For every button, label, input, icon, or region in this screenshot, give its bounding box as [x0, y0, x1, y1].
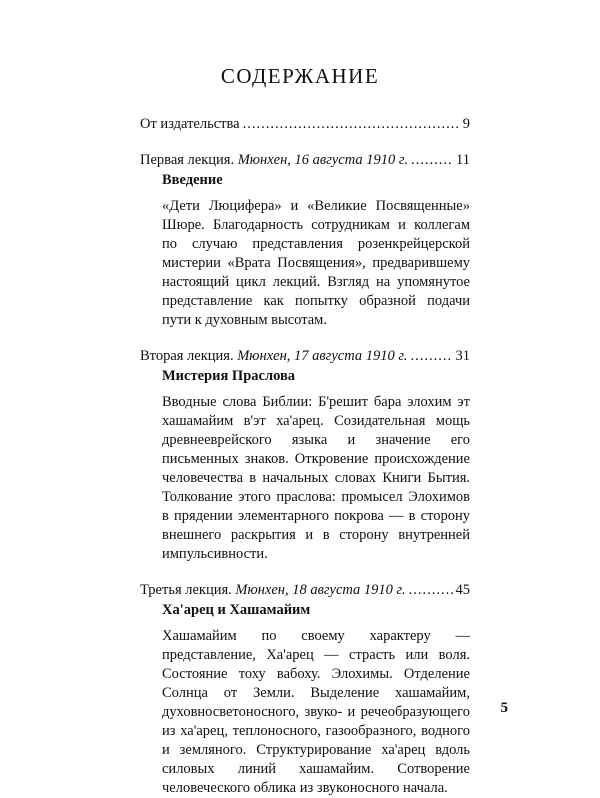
- toc-entry-lecture-1: [140, 150, 470, 330]
- lecture-heading: Ха'арец и Хашамайим: [162, 602, 311, 618]
- page-title: СОДЕРЖАНИЕ: [220, 64, 380, 88]
- toc-page-number: 45: [455, 582, 470, 598]
- toc-entry-label: [140, 580, 406, 600]
- lecture-label: Вторая лекция.: [140, 348, 234, 364]
- toc-entry-lecture-2: [140, 346, 470, 564]
- toc-line[interactable]: [140, 346, 470, 366]
- lecture-place-date: Мюнхен, 18 августа 1910 г.: [235, 582, 406, 598]
- page-number: 5: [500, 700, 508, 716]
- lecture-label: Первая лекция.: [140, 152, 235, 168]
- lecture-details: [162, 366, 470, 564]
- lecture-details: [162, 170, 470, 330]
- toc-line[interactable]: [140, 150, 470, 170]
- toc-entry-label: От издательства: [140, 116, 240, 132]
- lecture-description: Хашамайим по своему характеру — представление, Ха'арец — страсть или воля. Состояние тоху вабоху. Элохимы. Отделение Солнца от Земли. Выделение хашамайим, духовносветоносного, звуко- и речеобразующего из ха'арец, теплоносного, газообразного, водного и земляного. Структурирование ха'арец вдоль силовых линий хашамайим. Сотворение человеческого облика из звуконосного начала.: [162, 628, 470, 796]
- lecture-heading: Введение: [162, 172, 223, 188]
- lecture-description: «Дети Люцифера» и «Великие Посвященные» Шюре. Благодарность сотрудникам и коллегам по случаю представления розенкрейцерской мистерии «Врата Посвящения», предварившему настоящий цикл лекций. Взгляд на упомянутое представление как попытку образной подачи пути к духовным высотам.: [162, 198, 470, 328]
- toc-page-number: 11: [456, 152, 470, 168]
- toc-line[interactable]: [140, 580, 470, 600]
- lecture-place-date: Мюнхен, 17 августа 1910 г.: [237, 348, 408, 364]
- table-of-contents: [140, 114, 470, 798]
- toc-page-number: 31: [455, 348, 470, 364]
- lecture-details: [162, 600, 470, 798]
- toc-page-number: 9: [462, 116, 470, 132]
- toc-line[interactable]: [140, 114, 470, 134]
- dot-leader: [411, 150, 453, 170]
- lecture-label: Третья лекция.: [140, 582, 232, 598]
- lecture-description: Вводные слова Библии: Б'решит бара элохим эт хашамайим в'эт ха'арец. Созидательная мощь древнееврейского языка и значение его письменных знаков. Откровение происхождение человечества в начальных словах Книги Бытия. Толкование этого праслова: промысел Элохимов в прядении элементарного покрова — в сторону внешнего раскрытия и в сторону внутренней импульсивности.: [162, 394, 470, 562]
- dot-leader: [410, 346, 452, 366]
- toc-entry-lecture-3: [140, 580, 470, 798]
- toc-entry-label: [140, 346, 407, 366]
- lecture-heading: Мистерия Праслова: [162, 368, 296, 384]
- dot-leader: [409, 580, 453, 600]
- toc-entry-label: [140, 150, 408, 170]
- toc-entry-publisher: [140, 114, 470, 134]
- lecture-place-date: Мюнхен, 16 августа 1910 г.: [237, 152, 408, 168]
- dot-leader: [243, 114, 460, 134]
